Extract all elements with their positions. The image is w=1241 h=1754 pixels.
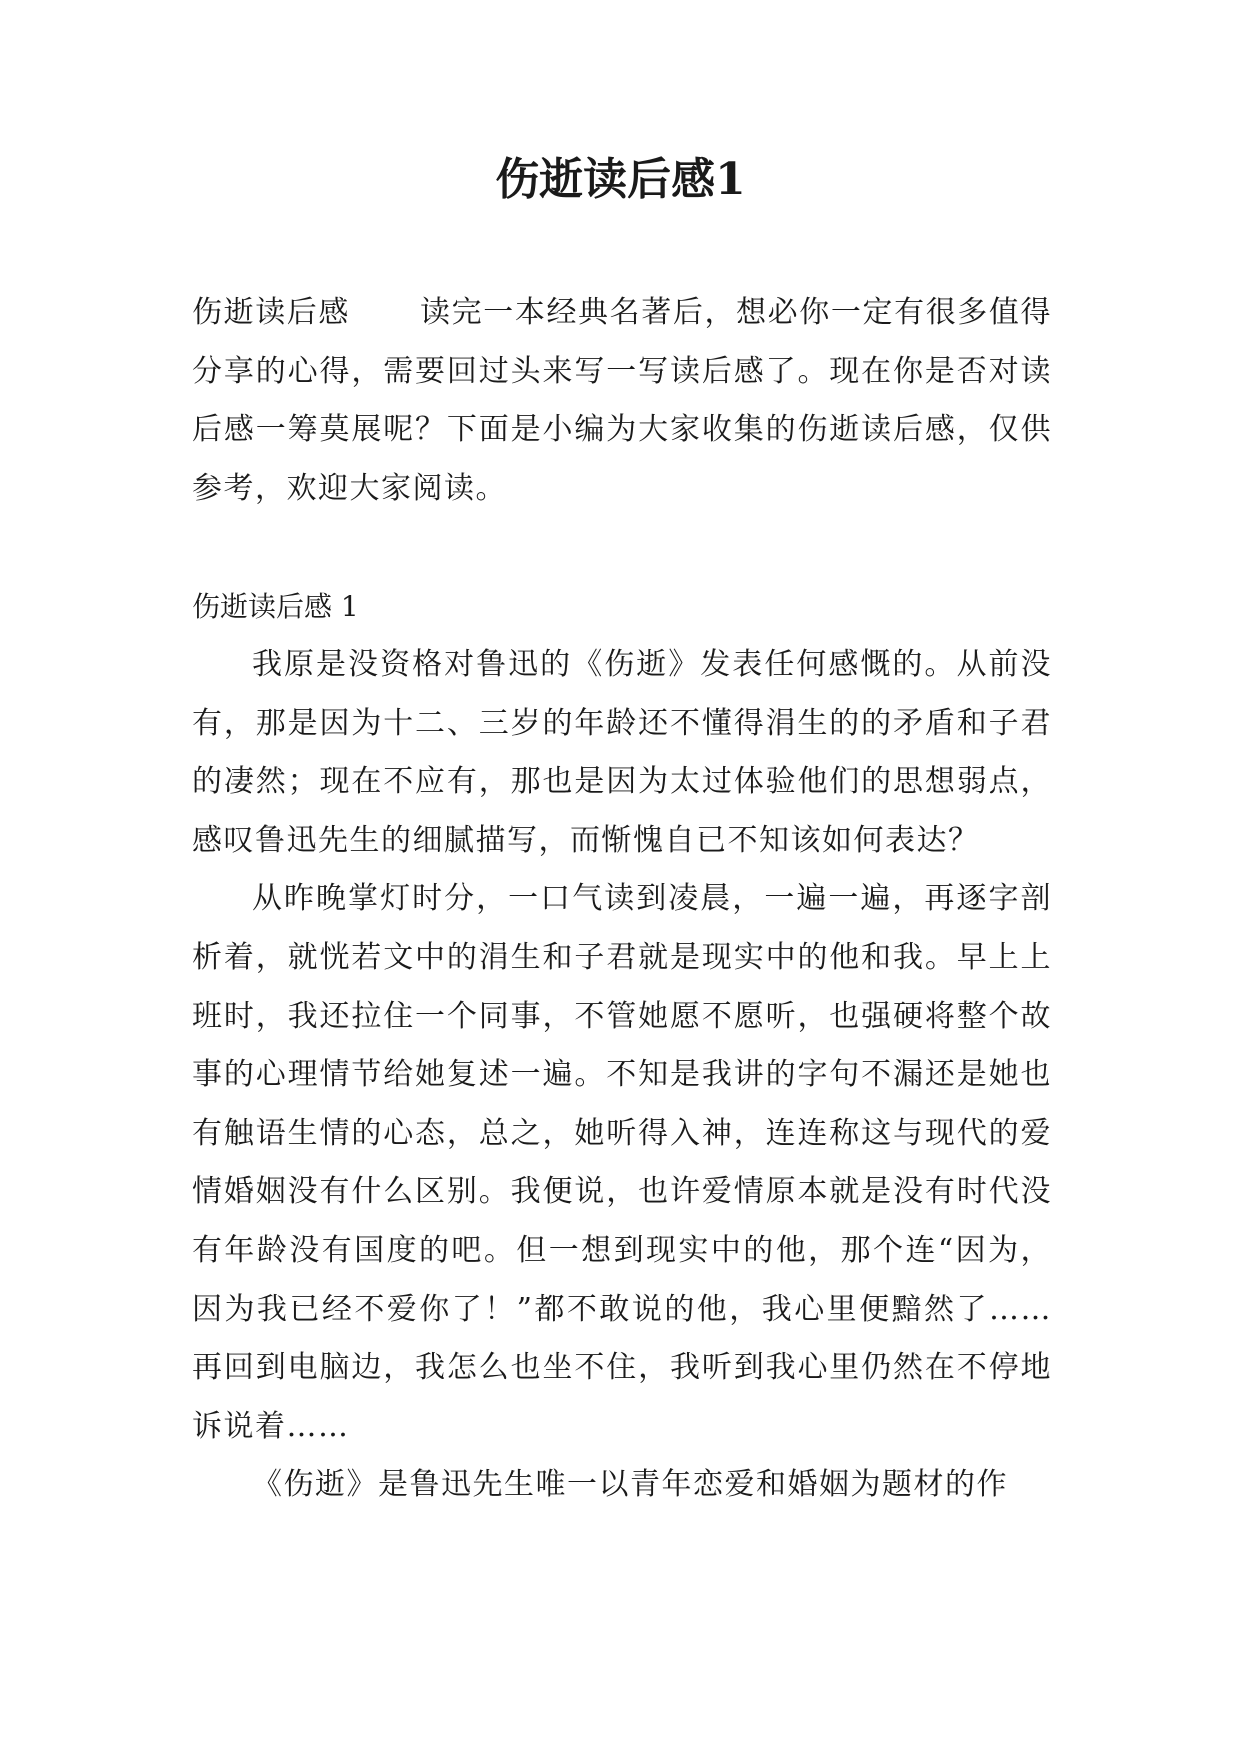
body-paragraph: 我原是没资格对鲁迅的《伤逝》发表任何感慨的。从前没有，那是因为十二、三岁的年龄还不懂得涓生的的矛盾和子君的凄然；现在不应有，那也是因为太过体验他们的思想弱点，感叹鲁迅先生的细腻描写，而惭愧自已不知该如何表达？ [192, 647, 1052, 858]
article-body [192, 636, 1052, 1515]
section-heading: 伤逝读后感 1 [192, 590, 359, 623]
body-paragraph: 从昨晚掌灯时分，一口气读到凌晨，一遍一遍，再逐字剖析着，就恍若文中的涓生和子君就是现实中的他和我。早上上班时，我还拉住一个同事，不管她愿不愿听，也强硬将整个故事的心理情节给她复述一遍。不知是我讲的字句不漏还是她也有触语生情的心态，总之，她听得入神，连连称这与现代的爱情婚姻没有什么区别。我便说，也许爱情原本就是没有时代没有年龄没有国度的吧。但一想到现实中的他，那个连“因为，因为我已经不爱你了！”都不敢说的他，我心里便黯然了……再回到电脑边，我怎么也坐不住，我听到我心里仍然在不停地诉说着…… [192, 881, 1052, 1444]
intro-lead: 伤逝读后感 [192, 295, 351, 330]
intro-paragraph [192, 284, 1052, 518]
body-paragraph: 《伤逝》是鲁迅先生唯一以青年恋爱和婚姻为题材的作 [252, 1467, 1008, 1503]
page-title: 伤逝读后感1 [495, 154, 746, 205]
intro-text: 读完一本经典名著后，想必你一定有很多值得分享的心得，需要回过头来写一写读后感了。现在你是否对读后感一筹莫展呢？下面是小编为大家收集的伤逝读后感，仅供参考，欢迎大家阅读。 [192, 295, 1053, 506]
